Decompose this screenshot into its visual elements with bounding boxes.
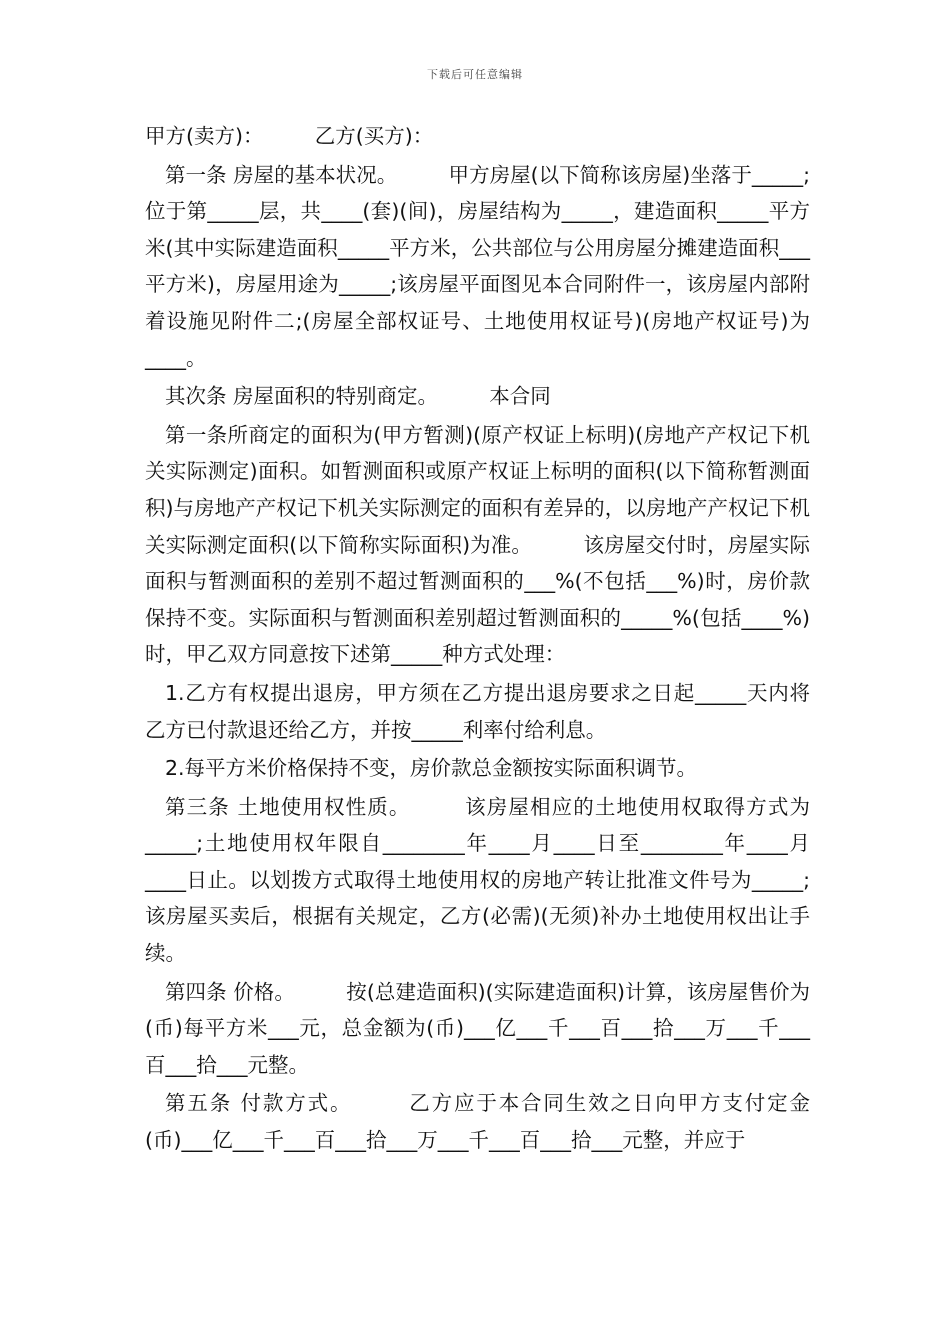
article-3-paragraph: 第三条 土地使用权性质。 该房屋相应的土地使用权取得方式为_____;土地使用权年限自________年____月____日至________年____月____日止。以划拨方式取得土地使用权的房地产转让批准文件号为_____;该房屋买卖后，根据有关规定，乙方(必需)(无须)补办土地使用权出让手续。 <box>145 794 810 966</box>
article-2-paragraph: 第一条所商定的面积为(甲方暂测)(原产权证上标明)(房地产产权记下机关实际测定)面积。如暂测面积或原产权证上标明的面积(以下简称暂测面积)与房地产产权记下机关实际测定的面积有差异的，以房地产产权记下机关实际测定面积(以下简称实际面积)为准。 该房屋交付时，房屋实际面积与暂测面积的差别不超过暂测面积的___%(不包括___%)时，房价款保持不变。实际面积与暂测面积差别超过暂测面积的_____%(包括____%)时，甲乙双方同意按下述第_____种方式处理： <box>145 422 810 667</box>
article-5-paragraph: 第五条 付款方式。 乙方应于本合同生效之日向甲方支付定金(币)___亿___千___百___拾___万___千___百___拾___元整，并应于 <box>145 1091 810 1153</box>
parties-line: 甲方(卖方)： 乙方(买方)： <box>145 124 434 148</box>
article-4-paragraph: 第四条 价格。 按(总建造面积)(实际建造面积)计算，该房屋售价为(币)每平方米___元，总金额为(币)___亿___千___百___拾___万___千___百___拾___元整。 <box>145 979 810 1077</box>
header-note: 下载后可任意编辑 <box>427 68 523 81</box>
option-2-paragraph: 2.每平方米价格保持不变，房价款总金额按实际面积调节。 <box>165 756 698 781</box>
option-1-paragraph: 1.乙方有权提出退房，甲方须在乙方提出退房要求之日起_____天内将 乙方已付款退还给乙方，并按_____利率付给利息。 <box>145 680 851 742</box>
article-2-heading: 其次条 房屋面积的特别商定。 本合同 <box>165 384 551 409</box>
contract-body <box>145 118 851 1161</box>
article-1-paragraph: 第一条 房屋的基本状况。 甲方房屋(以下简称该房屋)坐落于_____;位于第_____层，共____(套)(间)，房屋结构为_____，建造面积_____平方米(其中实际建造面积_____平方米，公共部位与公用房屋分摊建造面积___平方米)，房屋用途为_____;该房屋平面图见本合同附件一，该房屋内部附着设施见附件二;(房屋全部权证号、土地使用权证号)(房地产权证号)为____。 <box>145 162 810 370</box>
